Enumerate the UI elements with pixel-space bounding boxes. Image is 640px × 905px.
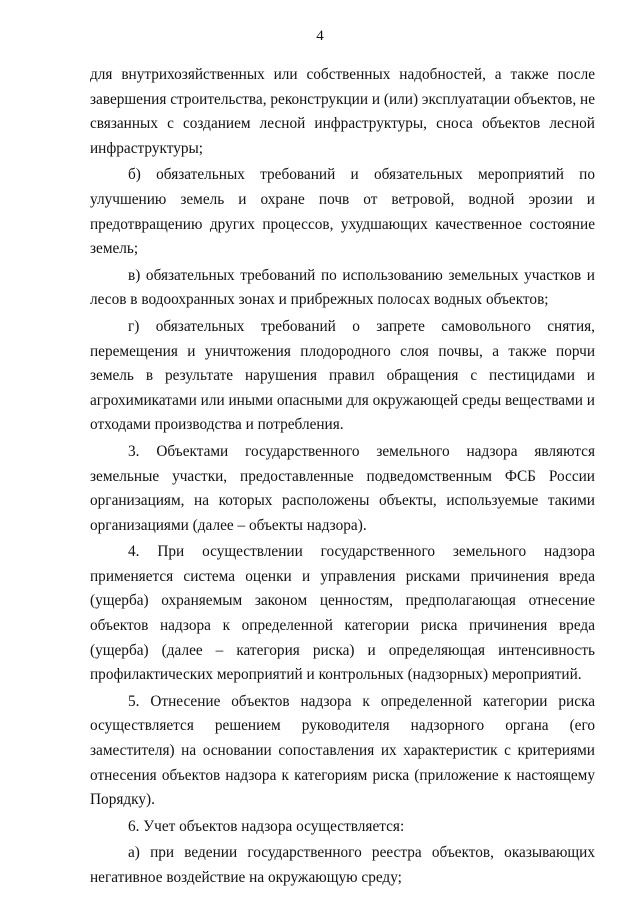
paragraph-item-b: б) обязательных требований и обязательных мероприятий по улучшению земель и охране почв от ветровой, водной эрозии и предотвращению других процессов, ухудшающих качественное состояние земель;: [90, 166, 595, 258]
paragraph-section-4: 4. При осуществлении государственного земельного надзора применяется система оценки и управления рисками причинения вреда (ущерба) охраняемым законом ценностям, предполагающая отнесение объектов надзора к определенной категории риска причинения вреда (ущерба) (далее – категория риска) и определяющая интенсивность профилактических мероприятий и контрольных (надзорных) мероприятий.: [90, 543, 595, 684]
paragraph-section-3: 3. Объектами государственного земельного надзора являются земельные участки, предоставленные подведомственным ФСБ России организациям, на которых расположены объекты, используемые такими организациями (далее – объекты надзора).: [90, 442, 595, 534]
page-number: 4: [316, 28, 324, 44]
document-body: [90, 63, 595, 893]
paragraph-item-a: а) при ведении государственного реестра объектов, оказывающих негативное воздействие на окружающую среду;: [90, 844, 595, 886]
paragraph-item-v: в) обязательных требований по использованию земельных участков и лесов в водоохранных зонах и прибрежных полосах водных объектов;: [90, 266, 595, 309]
paragraph-section-5: 5. Отнесение объектов надзора к определенной категории риска осуществляется решением руководителя надзорного органа (его заместителя) на основании сопоставления их характеристик с критериями отнесения объектов надзора к категориям риска (приложение к настоящему Порядку).: [90, 692, 595, 809]
paragraph-section-6: 6. Учет объектов надзора осуществляется:: [128, 817, 405, 835]
paragraph-continuation: для внутрихозяйственных или собственных надобностей, а также после завершения строительства, реконструкции и (или) эксплуатации объектов, не связанных с созданием лесной инфраструктуры, сноса объектов лесной инфраструктуры;: [90, 66, 595, 157]
paragraph-item-g: г) обязательных требований о запрете самовольного снятия, перемещения и уничтожения плодородного слоя почвы, а также порчи земель в результате нарушения правил обращения с пестицидами и агрохимикатами или иными опасными для окружающей среды веществами и отходами производства и потребления.: [90, 317, 595, 434]
